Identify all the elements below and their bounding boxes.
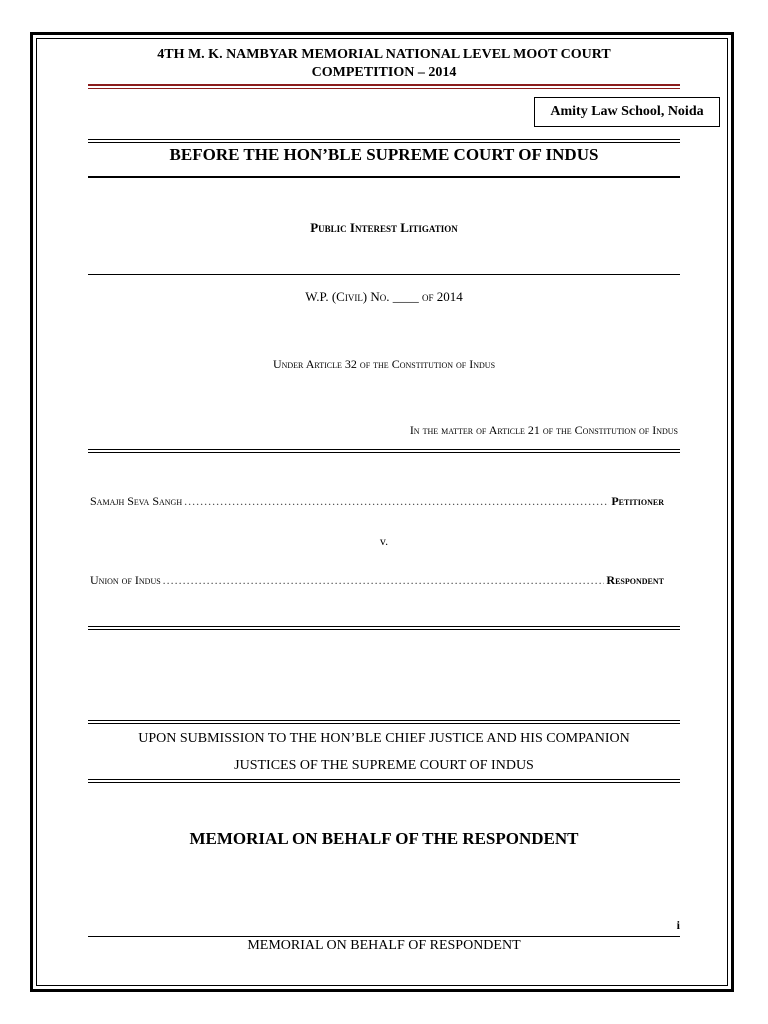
divider [88, 142, 680, 143]
page-number: i [676, 918, 680, 932]
divider [88, 176, 680, 178]
petitioner-role: Petitioner [611, 494, 664, 508]
petition-type: Public Interest Litigation [310, 220, 458, 235]
leader-dots [163, 573, 605, 588]
divider [88, 629, 680, 630]
competition-header-line1: 4TH M. K. NAMBYAR MEMORIAL NATIONAL LEVEL MOOT COURT [157, 47, 611, 62]
competition-header-line2: COMPETITION – 2014 [311, 65, 457, 80]
divider [88, 274, 680, 275]
respondent-name: Union of Indus [90, 573, 161, 587]
petitioner-name: Samajh Seva Sangh [90, 494, 183, 508]
submission-line1: UPON SUBMISSION TO THE HON’BLE CHIEF JUSTICE AND HIS COMPANION [138, 731, 630, 746]
leader-dots [184, 494, 609, 509]
under-article: Under Article 32 of the Constitution of Indus [272, 357, 496, 371]
divider [88, 449, 680, 450]
divider [88, 720, 680, 721]
case-number: W.P. (Civil) No. ____ of 2014 [305, 289, 463, 304]
respondent-row [90, 573, 664, 588]
footer-rule [88, 936, 680, 937]
header-rule-thick [88, 84, 680, 86]
divider [88, 626, 680, 627]
respondent-role: Respondent [606, 573, 664, 587]
court-heading: BEFORE THE HON’BLE SUPREME COURT OF INDUS [169, 145, 599, 164]
footer-text: MEMORIAL ON BEHALF OF RESPONDENT [247, 938, 521, 953]
divider [88, 139, 680, 140]
in-matter-of: In the matter of Article 21 of the Constitution of Indus [409, 423, 678, 437]
memorial-title: MEMORIAL ON BEHALF OF THE RESPONDENT [189, 829, 579, 848]
divider [88, 452, 680, 453]
divider [88, 779, 680, 780]
divider [88, 782, 680, 783]
submission-line2: JUSTICES OF THE SUPREME COURT OF INDUS [234, 758, 534, 773]
divider [88, 723, 680, 724]
petitioner-row [90, 494, 664, 509]
versus: v. [379, 534, 389, 548]
submission-text [88, 725, 680, 779]
competition-header [88, 46, 680, 82]
header-rule-thin [88, 88, 680, 89]
school-label-box: Amity Law School, Noida [534, 97, 720, 127]
